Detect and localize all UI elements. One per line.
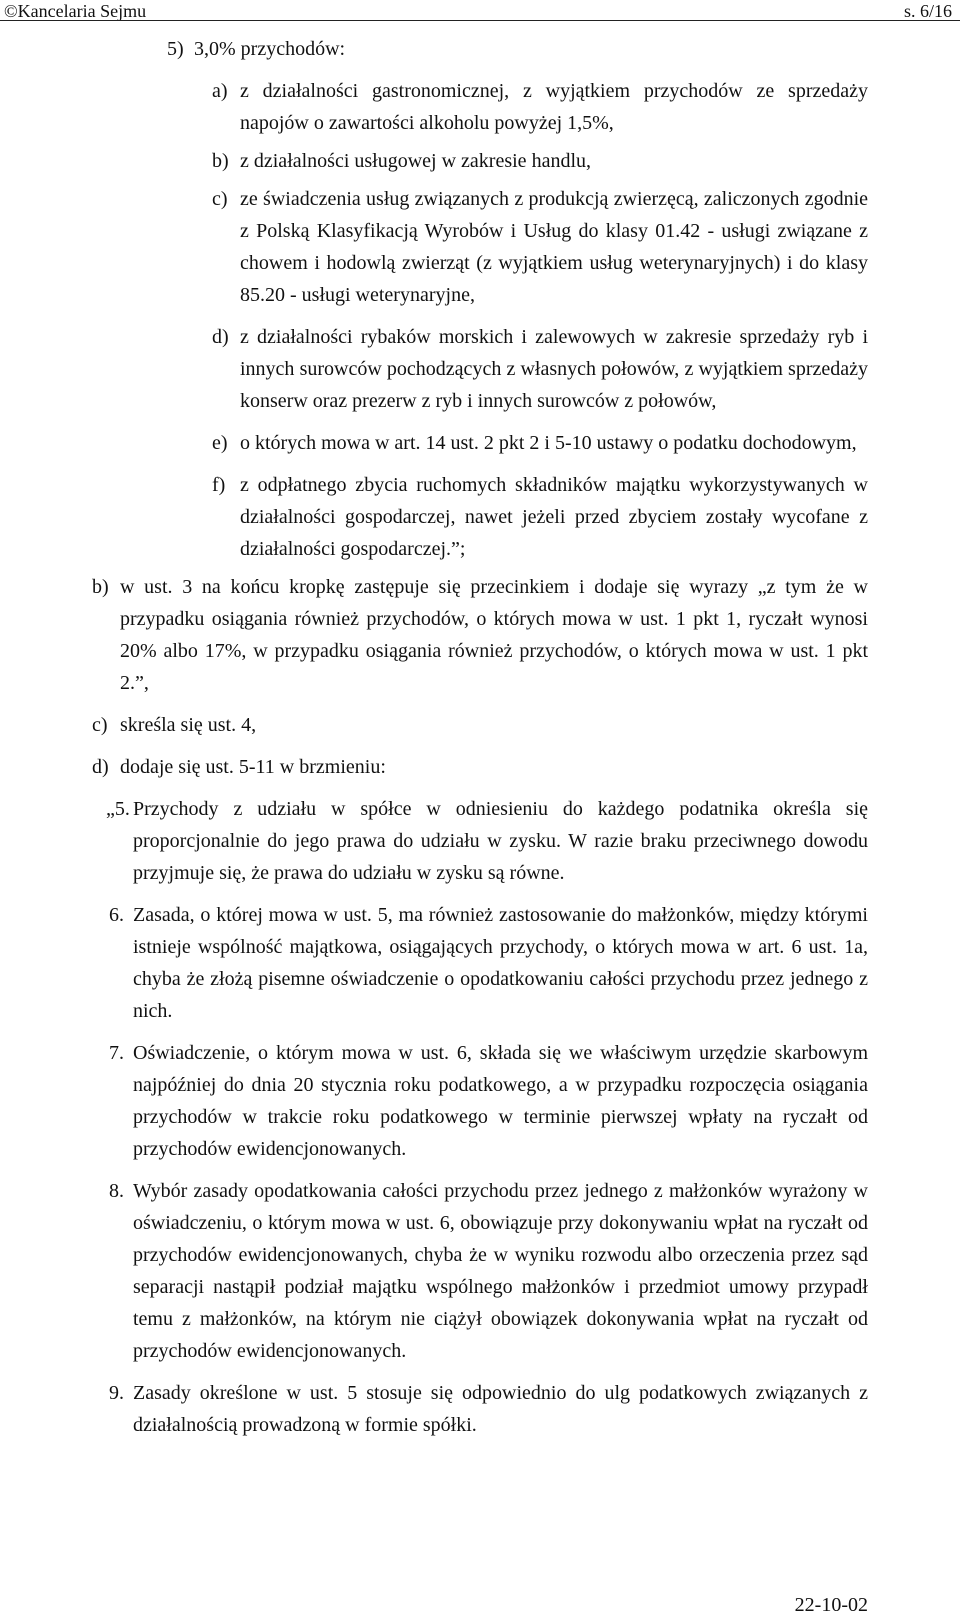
item-5a (0, 75, 960, 139)
page-header (0, 0, 960, 24)
provision-7 (0, 1037, 960, 1165)
item-label: a) (212, 80, 228, 102)
item-text: z działalności usługowej w zakresie handlu, (240, 150, 591, 172)
item-b (0, 571, 960, 699)
document-body (0, 33, 960, 1441)
provision-5 (0, 793, 960, 889)
provision-label: 9. (109, 1382, 124, 1404)
item-text: z działalności rybaków morskich i zalewowych w zakresie sprzedaży ryb i innych surowców pochodzących z własnych połowów, z wyjątkiem sprzedaży konserw oraz prezerw z ryb i innych surowców z połowów, (240, 326, 868, 412)
item-5c (0, 183, 960, 311)
item-text: dodaje się ust. 5-11 w brzmieniu: (120, 756, 386, 778)
header-source: ©Kancelaria Sejmu (4, 1, 147, 21)
provision-text: Przychody z udziału w spółce w odniesieniu do każdego podatnika określa się proporcjonalnie do jego prawa do udziału w zysku. W razie braku przeciwnego dowodu przyjmuje się, że prawa do udziału w zysku są równe. (133, 798, 868, 884)
item-label: c) (212, 188, 228, 210)
provision-label: 7. (109, 1042, 124, 1064)
item-d (0, 751, 960, 783)
section-5 (0, 33, 960, 65)
item-5b (0, 145, 960, 177)
item-text: ze świadczenia usług związanych z produkcją zwierzęcą, zaliczonych zgodnie z Polską Klasyfikacją Wyrobów i Usług do klasy 01.42 - usługi związane z chowem i hodowlą zwierząt (z wyjątkiem usług weterynaryjnych) i do klasy 85.20 - usługi weterynaryjne, (240, 188, 868, 306)
item-c (0, 709, 960, 741)
provision-label: 8. (109, 1180, 124, 1202)
item-text: w ust. 3 na końcu kropkę zastępuje się przecinkiem i dodaje się wyrazy „z tym że w przypadku osiągania również przychodów, o których mowa w ust. 1 pkt 1, ryczałt wynosi 20% albo 17%, w przypadku osiągania również przychodów, o których mowa w ust. 1 pkt 2.”, (120, 576, 868, 694)
item-label: d) (212, 326, 229, 348)
item-text: o których mowa w art. 14 ust. 2 pkt 2 i 5-10 ustawy o podatku dochodowym, (240, 432, 857, 454)
item-label: f) (212, 474, 226, 496)
provision-text: Oświadczenie, o którym mowa w ust. 6, składa się we właściwym urzędzie skarbowym najpóźniej do dnia 20 stycznia roku podatkowego, a w przypadku rozpoczęcia osiągania przychodów w trakcie roku podatkowego w terminie pierwszej wpłaty na ryczałt od przychodów ewidencjonowanych. (133, 1042, 868, 1160)
footer-date: 22-10-02 (794, 1594, 868, 1616)
provision-text: Zasady określone w ust. 5 stosuje się odpowiednio do ulg podatkowych związanych z działalnością prowadzoną w formie spółki. (133, 1382, 868, 1436)
item-text: z działalności gastronomicznej, z wyjątkiem przychodów ze sprzedaży napojów o zawartości alkoholu powyżej 1,5%, (240, 80, 868, 134)
provision-text: Wybór zasady opodatkowania całości przychodu przez jednego z małżonków wyrażony w oświadczeniu, o którym mowa w ust. 6, obowiązuje przy dokonywaniu wpłat na ryczałt od przychodów ewidencjonowanych, chyba że w wyniku rozwodu albo orzeczenia przez sąd separacji nastąpił podział majątku wspólnego małżonków i przedmiot umowy przypadł temu z małżonków, na którym nie ciążył obowiązek dokonywania wpłat na ryczałt od przychodów ewidencjonowanych. (133, 1180, 868, 1362)
provision-9 (0, 1377, 960, 1441)
item-5e (0, 427, 960, 459)
item-5f (0, 469, 960, 565)
provision-6 (0, 899, 960, 1027)
item-5d (0, 321, 960, 417)
provision-label: 6. (109, 904, 124, 926)
section-label: 5) (167, 38, 184, 60)
item-label: e) (212, 432, 228, 454)
section-text: 3,0% przychodów: (194, 38, 346, 60)
item-label: b) (212, 150, 229, 172)
provision-text: Zasada, o której mowa w ust. 5, ma również zastosowanie do małżonków, między którymi istnieje wspólność majątkowa, osiągających przychody, o których mowa w art. 6 ust. 1a, chyba że złożą pisemne oświadczenie o opodatkowaniu całości przychodu przez jednego z nich. (133, 904, 868, 1022)
item-text: skreśla się ust. 4, (120, 714, 257, 736)
item-label: d) (92, 756, 109, 778)
item-text: z odpłatnego zbycia ruchomych składników majątku wykorzystywanych w działalności gospodarczej, nawet jeżeli przed zbyciem zostały wycofane z działalności gospodarczej.”; (240, 474, 868, 560)
item-label: b) (92, 576, 109, 598)
provision-label: „5. (106, 798, 130, 820)
item-label: c) (92, 714, 108, 736)
provision-8 (0, 1175, 960, 1367)
header-page-number: s. 6/16 (903, 1, 952, 21)
